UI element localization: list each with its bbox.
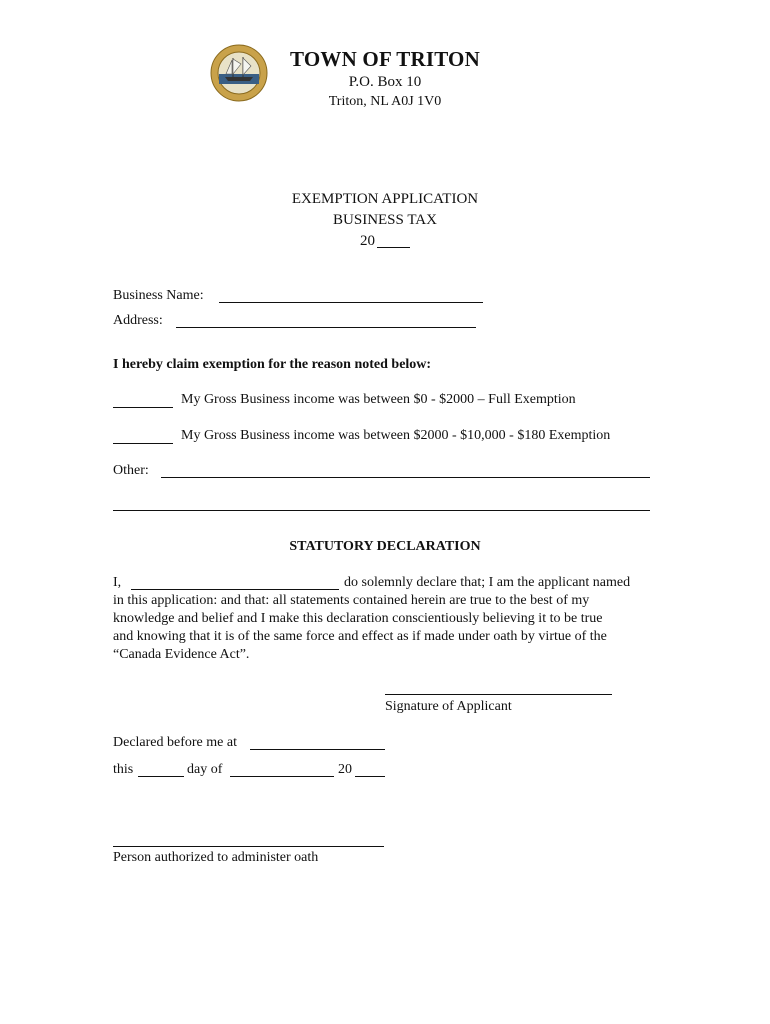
town-title: TOWN OF TRITON [290,47,480,71]
declared-year-prefix: 20 [338,762,352,777]
business-name-field[interactable] [219,302,483,303]
declaration-line1-suffix: do solemnly declare that; I am the applicant named [344,575,631,590]
form-year-prefix: 20 [360,233,375,249]
month-field[interactable] [230,776,334,777]
day-of-label: day of [187,762,223,777]
form-title-line2: BUSINESS TAX [333,212,437,228]
address-label: Address: [113,313,163,328]
declaration-line5: “Canada Evidence Act”. [113,647,250,662]
declarant-name-field[interactable] [131,589,339,590]
town-address: Triton, NL A0J 1V0 [328,94,442,109]
address-field[interactable] [176,327,476,328]
declaration-line4: and knowing that it is of the same force and effect as if made under oath by virtue of the [113,629,607,644]
po-box: P.O. Box 10 [348,74,422,90]
other-label: Other: [113,463,149,478]
option2-text: My Gross Business income was between $2000 - $10,000 - $180 Exemption [181,428,611,443]
option1-text: My Gross Business income was between $0 - $2000 – Full Exemption [181,392,576,407]
this-label: this [113,762,134,777]
declaration-line3: knowledge and belief and I make this declaration conscientiously believing it to be true [113,611,603,626]
form-year-blank[interactable] [377,247,410,248]
declaration-line2: in this application: and that: all statements contained herein are true to the best of my [113,593,590,608]
signature-label: Signature of Applicant [385,699,512,714]
declared-location-field[interactable] [250,749,385,750]
declared-before-label: Declared before me at [113,735,237,750]
declared-year-field[interactable] [355,776,385,777]
option2-checkbox-line[interactable] [113,443,173,444]
other-field-line2[interactable] [113,510,650,511]
declaration-line1-prefix: I, [113,575,122,590]
business-name-label: Business Name: [113,288,204,303]
other-field-line1[interactable] [161,477,650,478]
form-title-line1: EXEMPTION APPLICATION [291,191,479,207]
declaration-heading: STATUTORY DECLARATION [289,539,481,554]
authorized-signature-field[interactable] [113,846,384,847]
option1-checkbox-line[interactable] [113,407,173,408]
claim-heading: I hereby claim exemption for the reason noted below: [113,357,432,372]
authorized-label: Person authorized to administer oath [113,850,319,865]
day-field[interactable] [138,776,184,777]
signature-field[interactable] [385,694,612,695]
